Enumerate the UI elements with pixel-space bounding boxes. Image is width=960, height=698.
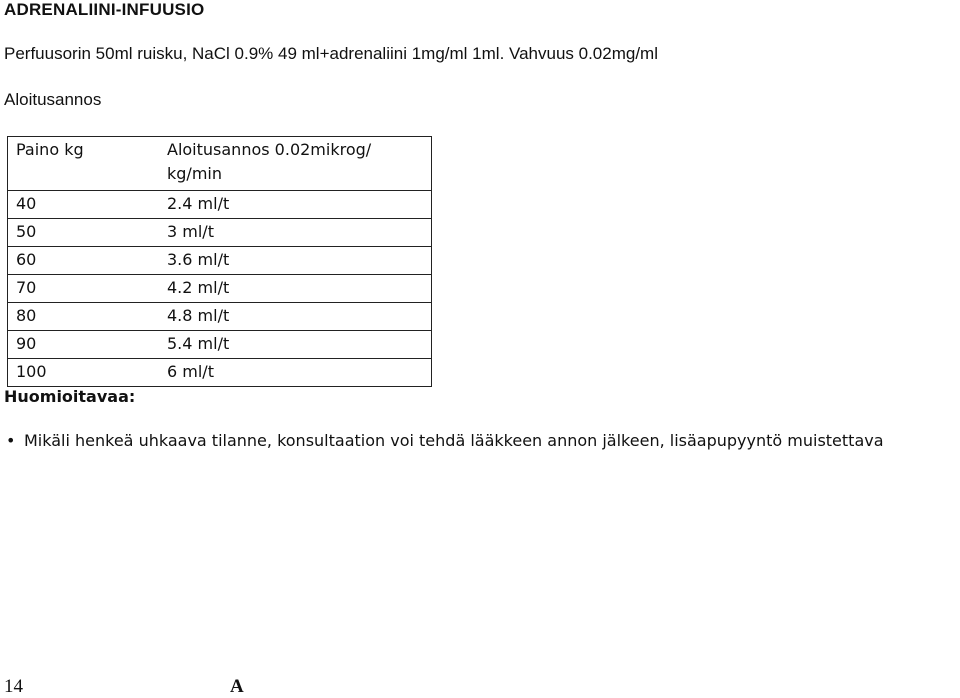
table-row [8,275,432,303]
column-header-dose-line: Aloitusannos 0.02mikrog/ kg/min [167,140,372,183]
weight-cell: 70 [8,275,160,303]
table-header-row [8,137,432,191]
dose-cell: 5.4 ml/t [159,331,432,359]
section-heading: Aloitusannos [4,90,102,109]
note-text: Mikäli henkeä uhkaava tilanne, konsultaation voi tehdä lääkkeen annon jälkeen, lisäapupyyntö muistettava [24,431,884,450]
page-number: 14 [4,676,23,697]
dose-cell: 3 ml/t [159,219,432,247]
table-row [8,247,432,275]
weight-cell: 100 [16,362,47,381]
dose-cell: 2.4 ml/t [159,191,432,219]
weight-cell: 60 [8,247,160,275]
notes-heading: Huomioitavaa: [4,387,136,406]
dose-cell: 6 ml/t [167,362,214,381]
note-item [6,431,884,450]
column-header-dose [159,137,432,191]
preparation-description: Perfuusorin 50ml ruisku, NaCl 0.9% 49 ml+adrenaliini 1mg/ml 1ml. Vahvuus 0.02mg/ml [4,44,658,63]
column-header-weight: Paino kg [8,137,160,191]
dose-cell: 3.6 ml/t [159,247,432,275]
section-letter: A [230,676,244,697]
dose-table [7,136,432,387]
weight-cell: 80 [8,303,160,331]
table-row [8,331,432,359]
table-row [8,359,432,387]
weight-cell: 90 [8,331,160,359]
weight-cell: 40 [8,191,160,219]
dose-cell: 4.2 ml/t [159,275,432,303]
table-row [8,191,432,219]
table-row [8,219,432,247]
weight-cell: 50 [8,219,160,247]
dose-cell: 4.8 ml/t [159,303,432,331]
table-row [8,303,432,331]
bullet-icon: • [6,431,16,450]
page-title: ADRENALIINI-INFUUSIO [4,0,205,19]
